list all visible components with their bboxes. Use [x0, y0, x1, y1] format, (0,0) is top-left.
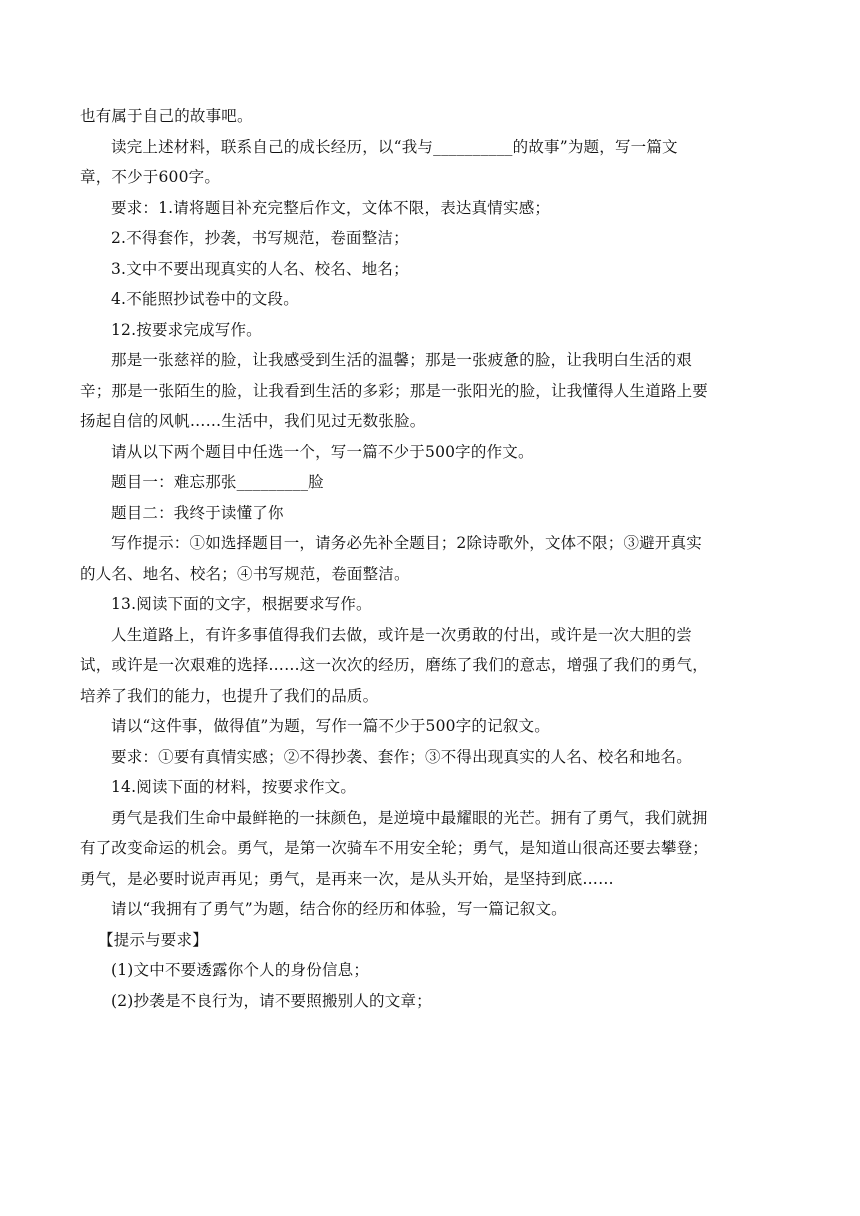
text-line: (2)抄袭是不良行为，请不要照搬别人的文章； — [111, 991, 432, 1010]
text-line: 要求：①要有真情实感；②不得抄袭、套作；③不得出现真实的人名、校名和地名。 — [111, 747, 692, 766]
text-line: 也有属于自己的故事吧。 — [80, 107, 253, 125]
text-line: 勇气，是必要时说声再见；勇气，是再来一次，是从头开始，是坚持到底…… — [80, 869, 614, 888]
text-line: 请以“我拥有了勇气”为题，结合你的经历和体验，写一篇记叙文。 — [111, 900, 567, 918]
text-line: 扬起自信的风帆……生活中，我们见过无数张脸。 — [80, 412, 426, 430]
text-line: 【提示与要求】 — [98, 930, 208, 949]
text-line: 勇气是我们生命中最鲜艳的一抹颜色，是逆境中最耀眼的光芒。拥有了勇气，我们就拥 — [111, 808, 708, 827]
text-line: (1)文中不要透露你个人的身份信息； — [111, 961, 370, 979]
text-line: 题目一：难忘那张_________脸 — [111, 473, 324, 491]
text-line: 的人名、地名、校名；④书写规范，卷面整洁。 — [80, 564, 410, 583]
text-line: 人生道路上，有许多事值得我们去做，或许是一次勇敢的付出，或许是一次大胆的尝 — [111, 625, 692, 644]
text-line: 写作提示：①如选择题目一，请务必先补全题目；2除诗歌外，文体不限；③避开真实 — [111, 534, 702, 552]
text-line: 章，不少于600字。 — [80, 168, 221, 186]
text-line: 要求：1.请将题目补充完整后作文，文体不限，表达真情实感； — [111, 198, 551, 217]
text-line: 请从以下两个题目中任选一个，写一篇不少于500字的作文。 — [111, 442, 534, 461]
text-line: 2.不得套作，抄袭，书写规范，卷面整洁； — [111, 229, 409, 247]
text-line: 辛；那是一张陌生的脸，让我看到生活的多彩；那是一张阳光的脸，让我懂得人生道路上要 — [80, 381, 709, 400]
text-line: 培养了我们的能力，也提升了我们的品质。 — [80, 686, 379, 705]
document-page — [80, 101, 780, 1016]
text-line: 试，或许是一次艰难的选择……这一次次的经历，磨练了我们的意志，增强了我们的勇气， — [80, 656, 709, 674]
text-line: 12.按要求完成写作。 — [111, 320, 262, 339]
text-line: 请以“这件事，做得值”为题，写作一篇不少于500字的记叙文。 — [111, 717, 550, 735]
text-line: 有了改变命运的机会。勇气，是第一次骑车不用安全轮；勇气，是知道山很高还要去攀登； — [80, 839, 709, 857]
text-line: 题目二：我终于读懂了你 — [111, 503, 284, 522]
text-line: 4.不能照抄试卷中的文段。 — [111, 290, 299, 308]
text-line: 那是一张慈祥的脸，让我感受到生活的温馨；那是一张疲惫的脸，让我明白生活的艰 — [111, 351, 692, 369]
text-line: 读完上述材料，联系自己的成长经历，以“我与__________的故事”为题，写一篇文 — [111, 137, 678, 156]
text-line: 13.阅读下面的文字，根据要求写作。 — [111, 595, 372, 613]
text-line: 3.文中不要出现真实的人名、校名、地名； — [111, 259, 409, 278]
text-line: 14.阅读下面的材料，按要求作文。 — [111, 778, 357, 796]
